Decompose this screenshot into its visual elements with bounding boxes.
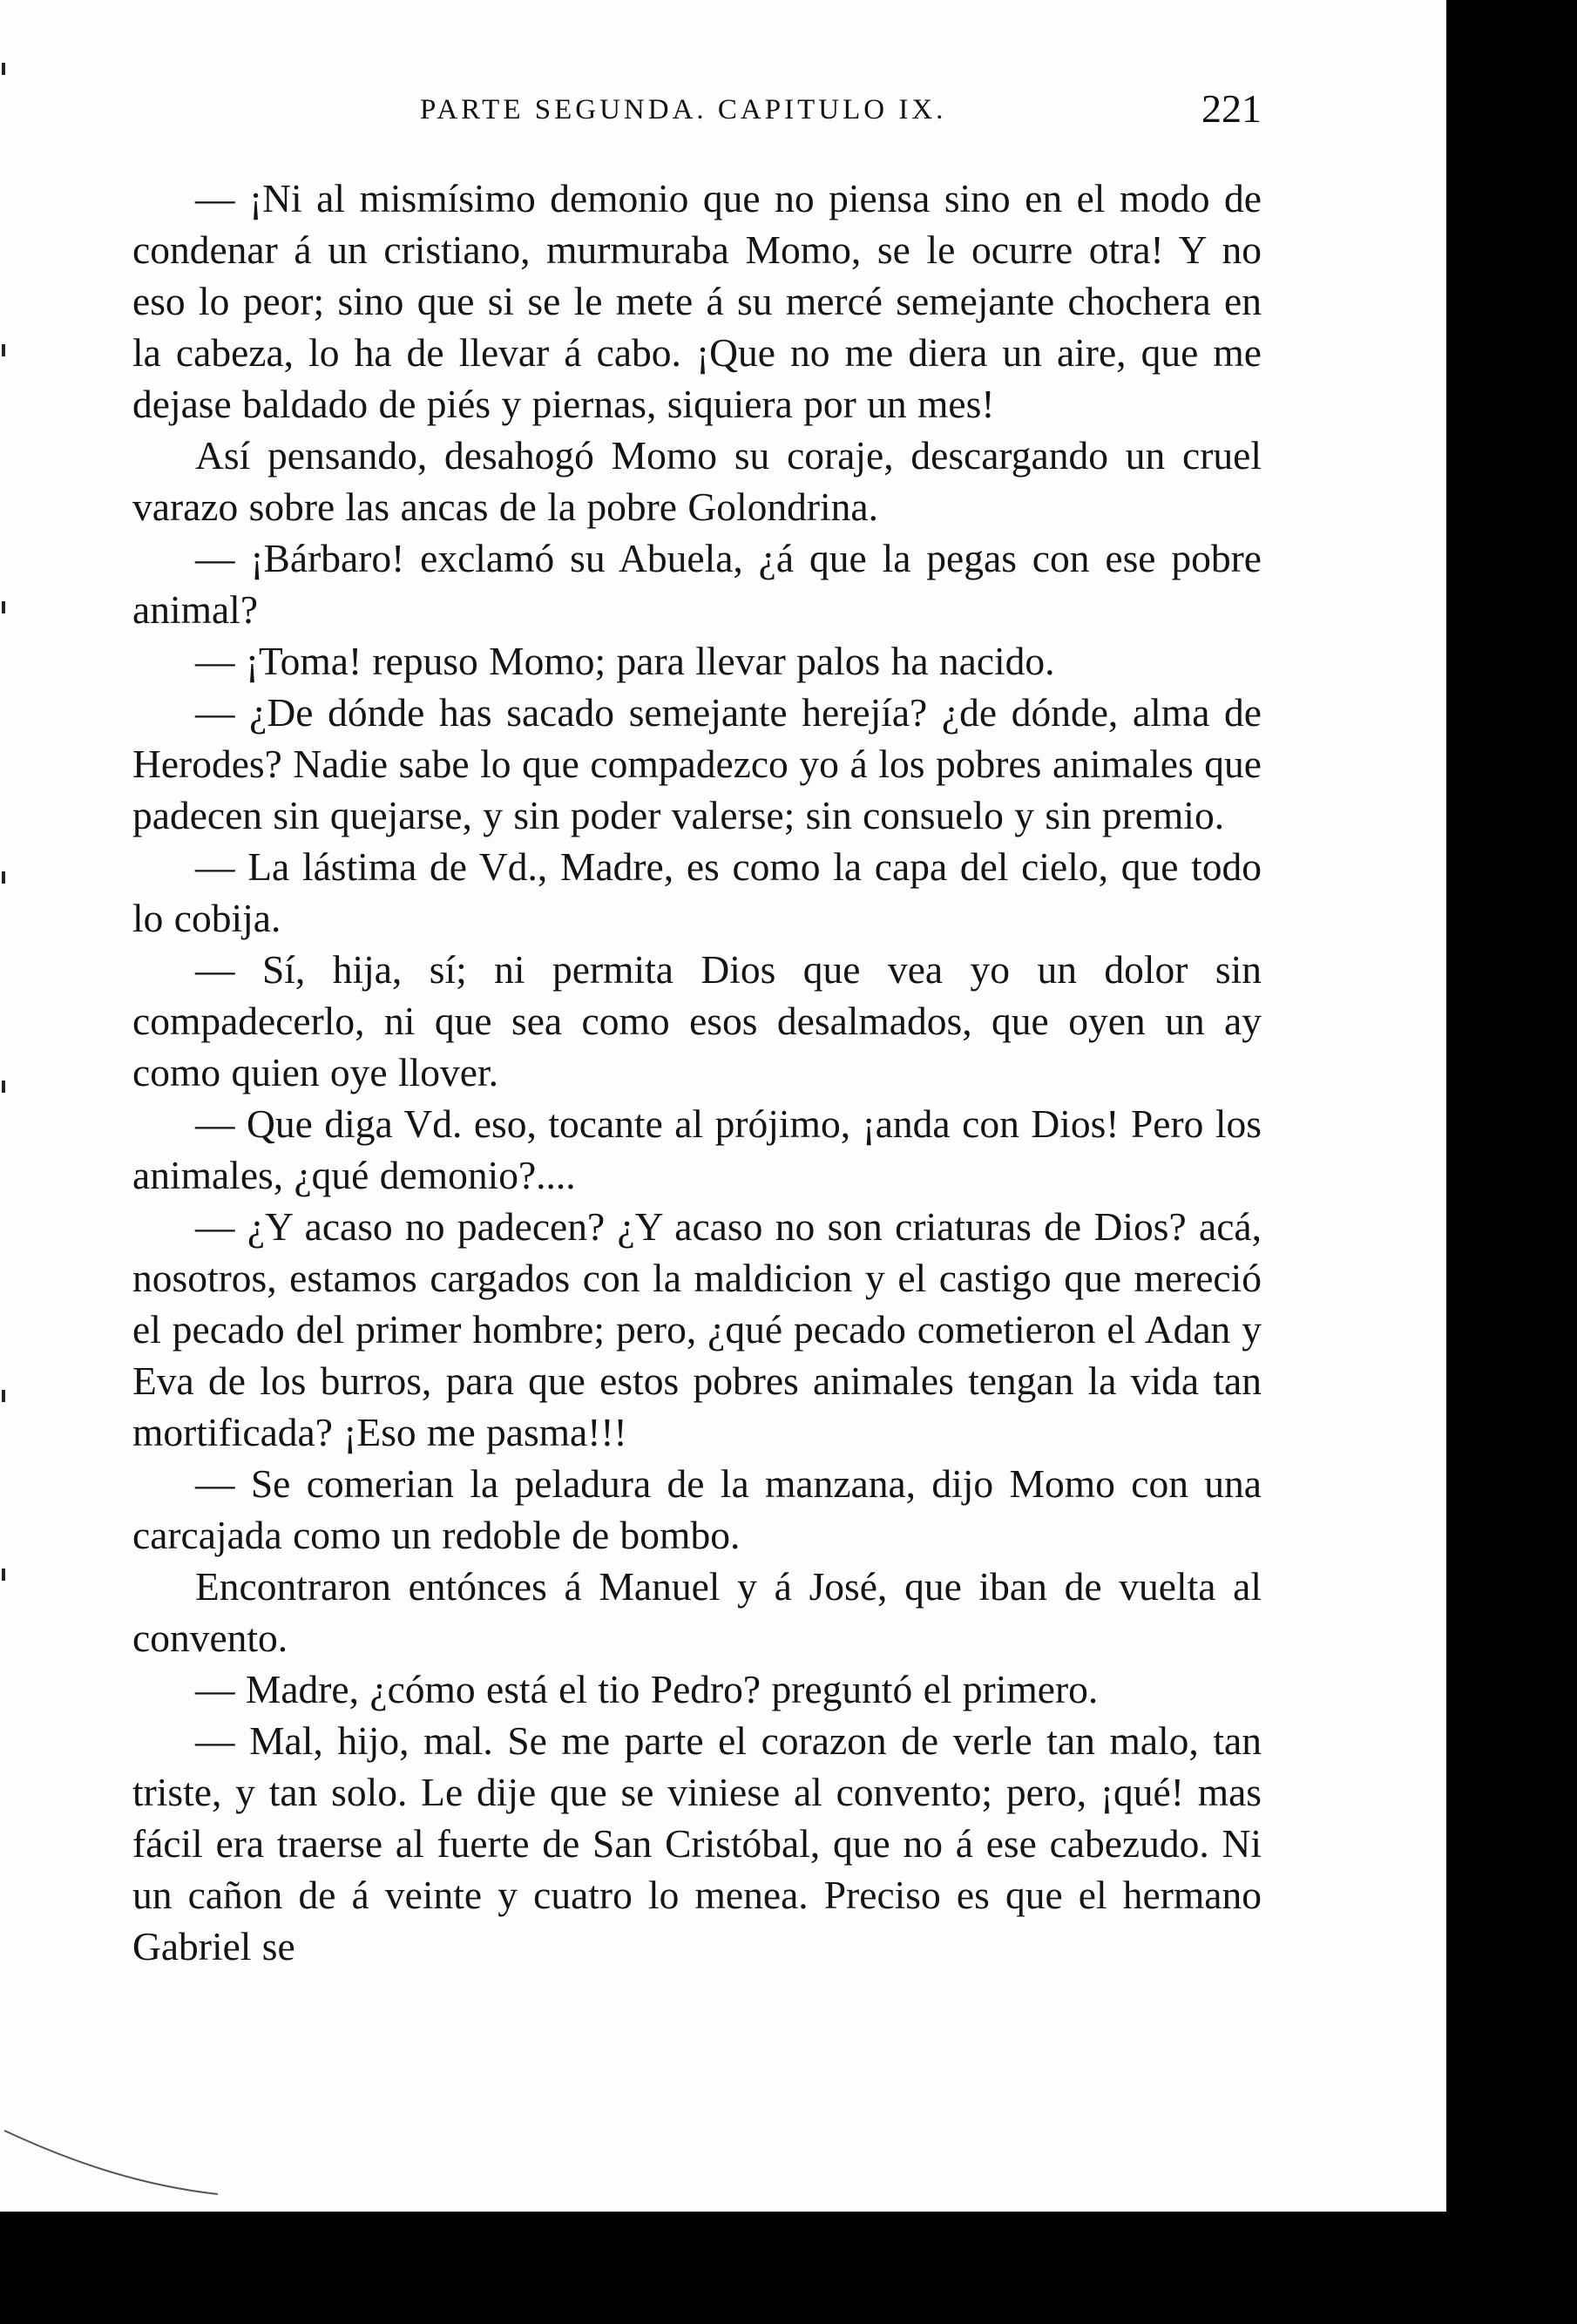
paragraph: Encontraron entónces á Manuel y á José, que iban de vuelta al convento. — [132, 1564, 1262, 1660]
scan-mark — [2, 1081, 5, 1093]
scan-artifact-curve — [0, 2126, 261, 2205]
scan-border — [0, 2212, 1577, 2324]
paragraph: — Sí, hija, sí; ni permita Dios que vea yo un dolor sin compadecerlo, ni que sea como esos desalmados, que oyen un ay como quien oye llover. — [132, 947, 1262, 1094]
scan-mark — [2, 63, 5, 75]
scan-mark — [2, 871, 5, 884]
paragraph: — ¡Bárbaro! exclamó su Abuela, ¿á que la pegas con ese pobre animal? — [132, 536, 1262, 632]
paragraph: — ¿De dónde has sacado semejante herejía? ¿de dónde, alma de Herodes? Nadie sabe lo que compadezco yo á los pobres animales que padecen sin quejarse, y sin poder valerse; sin consuelo y sin premio. — [132, 690, 1262, 837]
page-header — [132, 85, 1262, 138]
paragraph: — ¡Toma! repuso Momo; para llevar palos ha nacido. — [195, 639, 1055, 683]
paragraph: — Madre, ¿cómo está el tio Pedro? preguntó el primero. — [195, 1667, 1099, 1711]
scan-mark — [2, 1569, 5, 1581]
scan-mark — [2, 344, 5, 356]
body-text — [132, 173, 1262, 1972]
paragraph: — Mal, hijo, mal. Se me parte el corazon de verle tan malo, tan triste, y tan solo. Le dije que se viniese al convento; pero, ¡qué! mas fácil era traerse al fuerte de San Cristóbal, que no á ese cabezudo. Ni un cañon de á veinte y cuatro lo menea. Preciso es que el hermano Gabriel se — [132, 1718, 1262, 1968]
paragraph: — ¿Y acaso no padecen? ¿Y acaso no son criaturas de Dios? acá, nosotros, estamos cargados con la maldicion y el castigo que mereció el pecado del primer hombre; pero, ¿qué pecado cometieron el Adan y Eva de los burros, para que estos pobres animales tengan la vida tan mortificada? ¡Eso me pasma!!! — [132, 1204, 1262, 1454]
paragraph: — Que diga Vd. eso, tocante al prójimo, ¡anda con Dios! Pero los animales, ¿qué demonio?.... — [132, 1101, 1262, 1197]
scan-mark — [2, 601, 5, 613]
page-number: 221 — [1201, 86, 1262, 131]
scan-mark — [2, 1390, 5, 1402]
paragraph: — La lástima de Vd., Madre, es como la capa del cielo, que todo lo cobija. — [132, 844, 1262, 940]
paragraph: Así pensando, desahogó Momo su coraje, descargando un cruel varazo sobre las ancas de la pobre Golondrina. — [132, 433, 1262, 529]
paragraph: — Se comerian la peladura de la manzana, dijo Momo con una carcajada como un redoble de bombo. — [132, 1461, 1262, 1557]
paragraph: — ¡Ni al mismísimo demonio que no piensa sino en el modo de condenar á un cristiano, murmuraba Momo, se le ocurre otra! Y no eso lo peor; sino que si se le mete á su mercé semejante chochera en la cabeza, lo ha de llevar á cabo. ¡Que no me diera un aire, que me dejase baldado de piés y piernas, siquiera por un mes! — [132, 176, 1262, 426]
running-head: PARTE SEGUNDA. CAPITULO IX. — [420, 94, 947, 125]
